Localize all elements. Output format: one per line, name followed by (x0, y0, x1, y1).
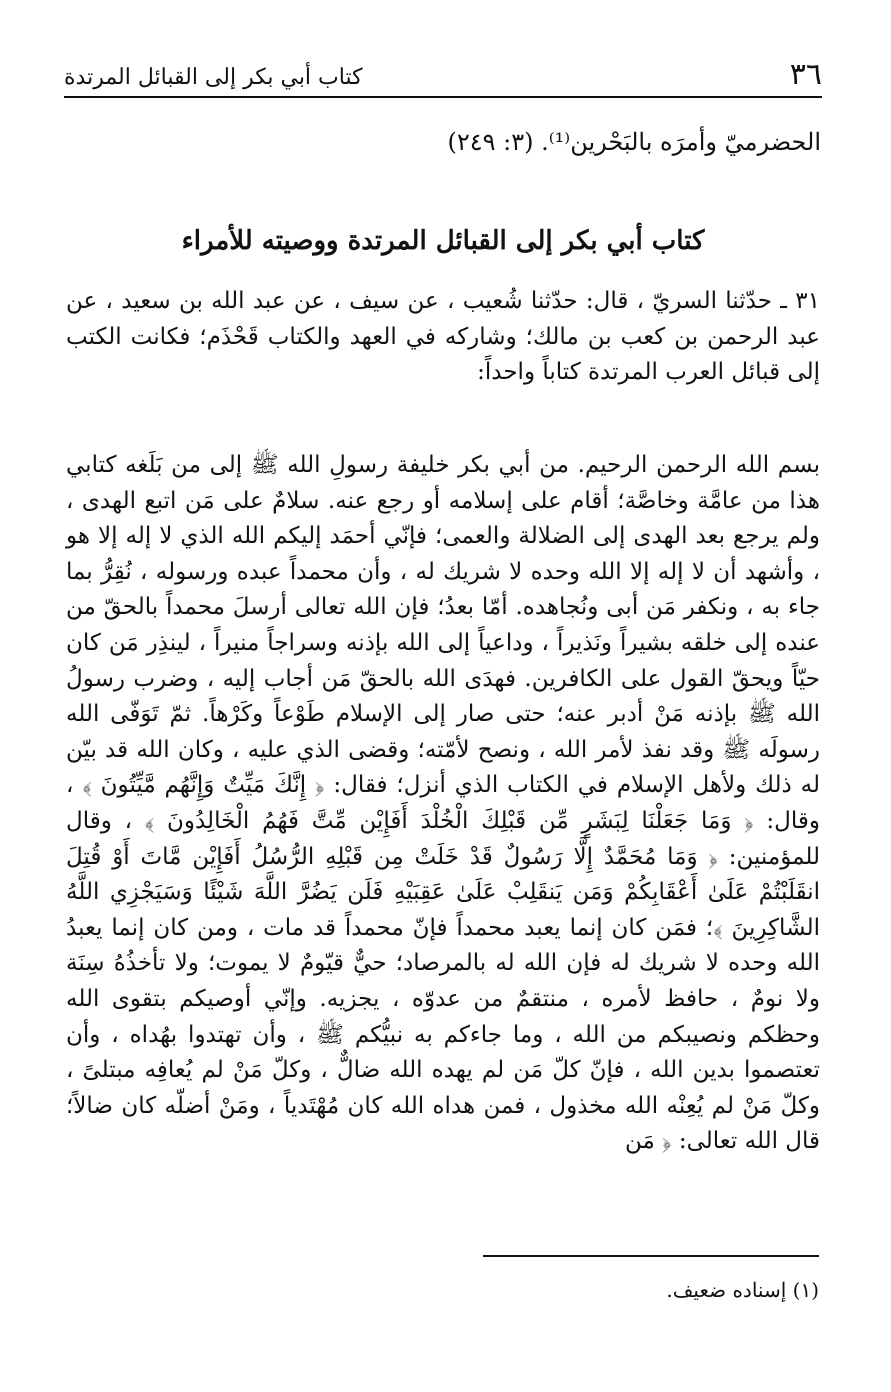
letter-paragraph: بسم الله الرحمن الرحيم. من أبي بكر خليفة رسولِ الله ﷺ إلى من بَلَغه كتابي هذا من عامَّة وخاصَّة؛ أقام على إسلامه أو رجع عنه. سلامٌ على مَن اتبع الهدى ، ولم يرجع بعد الهدى إلى الضلالة والعمى؛ فإنّي أحمَد إليكم الله الذي لا إله إلا هو ، وأشهد أن لا إله إلا الله وحده لا شريك له ، وأن محمداً عبده ورسوله ، نُقِرُّ بما جاء به ، ونكفر مَن أبى ونُجاهده. أمّا بعدُ؛ فإن الله تعالى أرسلَ محمداً بالحقّ من عنده إلى خلقه بشيراً ونَذيراً ، وداعياً إلى الله بإذنه وسراجاً منيراً ، لينذِر مَن كان حيّاً ويحقّ القول على الكافرين. فهدَى الله بالحقّ مَن أجاب إليه ، وضرب رسولُ الله ﷺ بإذنه مَنْ أدبر عنه؛ حتى صار إلى الإسلام طَوْعاً وكَرْهاً. ثمّ تَوَفّى الله رسولَه ﷺ وقد نفذ لأمر الله ، ونصح لأمّته؛ وقضى الذي عليه ، وكان الله قد بيّن له ذلك ولأهل الإسلام في الكتاب الذي أنزل؛ فقال: ﴿ إِنَّكَ مَيِّتٌ وَإِنَّهُم مَّيِّتُونَ ﴾ ، وقال: ﴿ وَمَا جَعَلْنَا لِبَشَرٍ مِّن قَبْلِكَ الْخُلْدَ أَفَإِيْن مِّتَّ فَهُمُ الْخَالِدُونَ ﴾ ، وقال للمؤمنين: ﴿ وَمَا مُحَمَّدٌ إِلَّا رَسُولٌ قَدْ خَلَتْ مِن قَبْلِهِ الرُّسُلُ أَفَإِيْن مَّاتَ أَوْ قُتِلَ انقَلَبْتُمْ عَلَىٰ أَعْقَابِكُمْ وَمَن يَنقَلِبْ عَلَىٰ عَقِبَيْهِ فَلَن يَضُرَّ اللَّهَ شَيْئًا وَسَيَجْزِي اللَّهُ الشَّاكِرِينَ ﴾؛ فمَن كان إنما يعبد محمداً فإنّ محمداً قد مات ، ومن كان إنما يعبدُ الله وحده لا شريك له فإن الله له بالمرصاد؛ حيٌّ قيّومٌ لا يموت؛ ولا تأخذُهُ سِنَة ولا نومٌ ، حافظ لأمره ، منتقمٌ من عدوّه ، يجزيه. وإنّي أوصيكم بتقوى الله وحظكم ونصيبكم من الله ، وما جاءكم به نبيُّكم ﷺ ، وأن تهتدوا بهُداه ، وأن تعتصموا بدين الله ، فإنّ كلّ مَن لم يهده الله ضالٌّ ، وكلّ مَنْ لم يُعافِه مبتلىً ، وكلّ مَنْ لم يُعِنْه الله مخذول ، فمن هداه الله كان مُهْتَدياً ، ومَنْ أضلّه كان ضالاً؛ قال الله تعالى: ﴿ مَن (66, 452, 820, 1155)
page-header (64, 56, 822, 98)
footnote: (١) إسناده ضعيف. (666, 1278, 819, 1302)
page-number: ٣٦ (789, 57, 822, 92)
footnote-divider (483, 1255, 819, 1257)
section-title: كتاب أبي بكر إلى القبائل المرتدة ووصيته للأمراء (181, 226, 705, 256)
continued-text: الحضرميّ وأمرَه بالبَحْرين⁽¹⁾. (٣: ٢٤٩) (447, 128, 821, 156)
isnad-paragraph: ٣١ ـ حدّثنا السريّ ، قال: حدّثنا شُعيب ، عن سيف ، عن عبد الله بن سعيد ، عن عبد الرحمن بن كعب بن مالك؛ وشاركه في العهد والكتاب قَحْذَم؛ فكانت الكتب إلى قبائل العرب المرتدة كتاباً واحداً: (66, 288, 820, 386)
running-title: كتاب أبي بكر إلى القبائل المرتدة (64, 65, 363, 90)
